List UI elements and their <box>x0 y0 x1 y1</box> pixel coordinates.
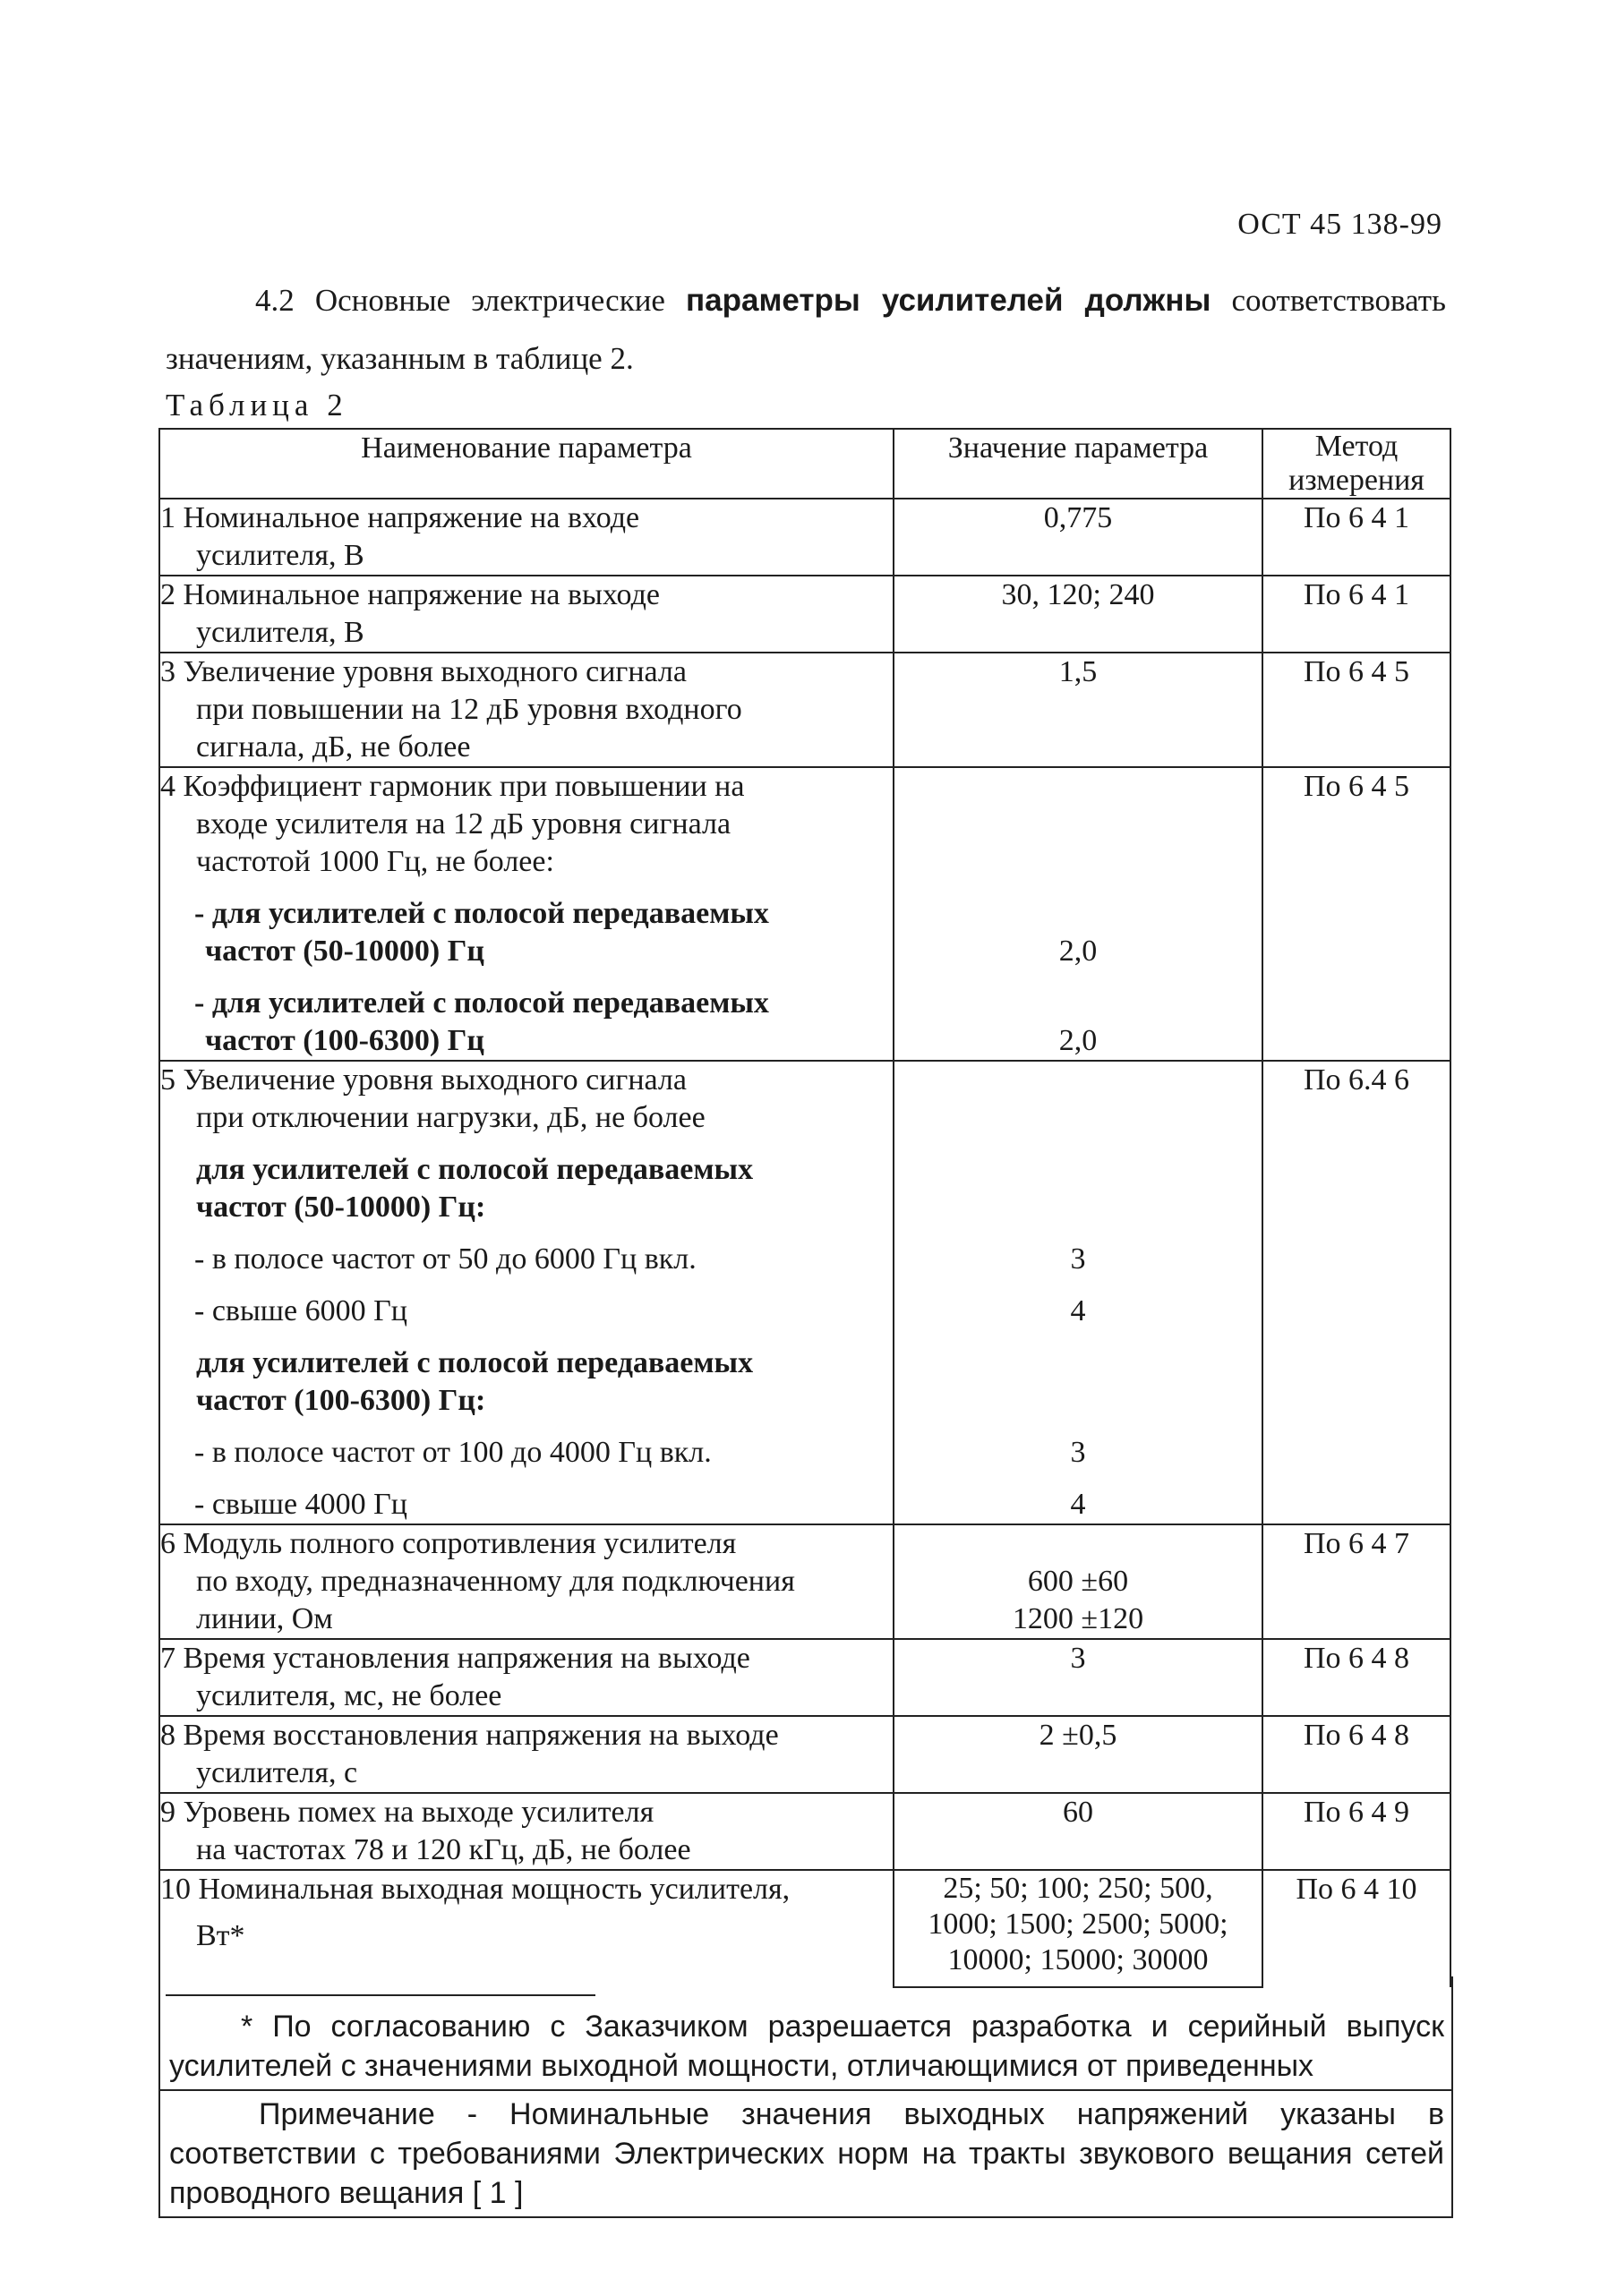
table-row: 6 Модуль полного сопротивления усилителя по входу, предназначенному для подключения линии, Ом 600 ±60 1200 ±120 По 6 4 7 <box>159 1524 1450 1639</box>
intro-paragraph: 4.2 Основные электрические параметры усилителей должны соответствовать значениям, указанным в таблице 2. <box>166 283 1447 376</box>
footnote: * По согласованию с Заказчиком разрешается разработка и серийный выпуск усилителей с значениями выходной мощности, отличающимися от приведенных <box>169 2010 1444 2083</box>
table-header-row <box>159 429 1450 499</box>
table-row: 2 Номинальное напряжение на выходе усилителя, В 30, 120; 240 По 6 4 1 <box>159 576 1450 653</box>
table-row: 7 Время установления напряжения на выходе усилителя, мс, не более 3 По 6 4 8 <box>159 1639 1450 1716</box>
table-caption: Таблица 2 <box>166 388 348 422</box>
document-code: ОСТ 45 138-99 <box>1237 208 1442 241</box>
parameters-table <box>158 428 1450 1988</box>
table-row: 1 Номинальное напряжение на входе усилителя, В 0,775 По 6 4 1 <box>159 499 1450 576</box>
table-footer <box>158 1976 1453 2218</box>
table-row: 4 Коэффициент гармоник при повышении на входе усилителя на 12 дБ уровня сигнала частотой 1000 Гц, не более: - для усилителей с полосой передаваемых частот (50-10000) Гц - для усилителей с полосой передаваемых частот (100-6300) Гц 2,0 2,0 По 6 4 5 <box>159 767 1450 1061</box>
table-row: 3 Увеличение уровня выходного сигнала при повышении на 12 дБ уровня входного сигнала, дБ, не более 1,5 По 6 4 5 <box>159 653 1450 767</box>
footnote-rule <box>166 1994 595 1996</box>
table-row: 9 Уровень помех на выходе усилителя на частотах 78 и 120 кГц, дБ, не более 60 По 6 4 9 <box>159 1793 1450 1870</box>
header-name: Наименование параметра <box>159 429 894 499</box>
table-note: Примечание - Номинальные значения выходных напряжений указаны в соответствии с требованиями Электрических норм на тракты звукового вещания сетей проводного вещания [ 1 ] <box>160 2089 1451 2216</box>
header-value: Значение параметра <box>894 429 1262 499</box>
header-method: Метод измерения <box>1262 429 1450 499</box>
table-row: 10 Номинальная выходная мощность усилителя, Вт* 25; 50; 100; 250; 500, 1000; 1500; 2500; 5000; 10000; 15000; 30000 По 6 4 10 <box>159 1870 1450 1987</box>
table-row: 5 Увеличение уровня выходного сигнала при отключении нагрузки, дБ, не более для усилителей с полосой передаваемых частот (50-10000) Гц: - в полосе частот от 50 до 6000 Гц вкл. - свыше 6000 Гц для усилителей с полосой передаваемых частот (100-6300) Гц: - в полосе частот от 100 до 4000 Гц вкл. - свыше 4000 Гц 3 4 3 4 По 6.4 6 <box>159 1061 1450 1524</box>
table-row: 8 Время восстановления напряжения на выходе усилителя, с 2 ±0,5 По 6 4 8 <box>159 1716 1450 1793</box>
